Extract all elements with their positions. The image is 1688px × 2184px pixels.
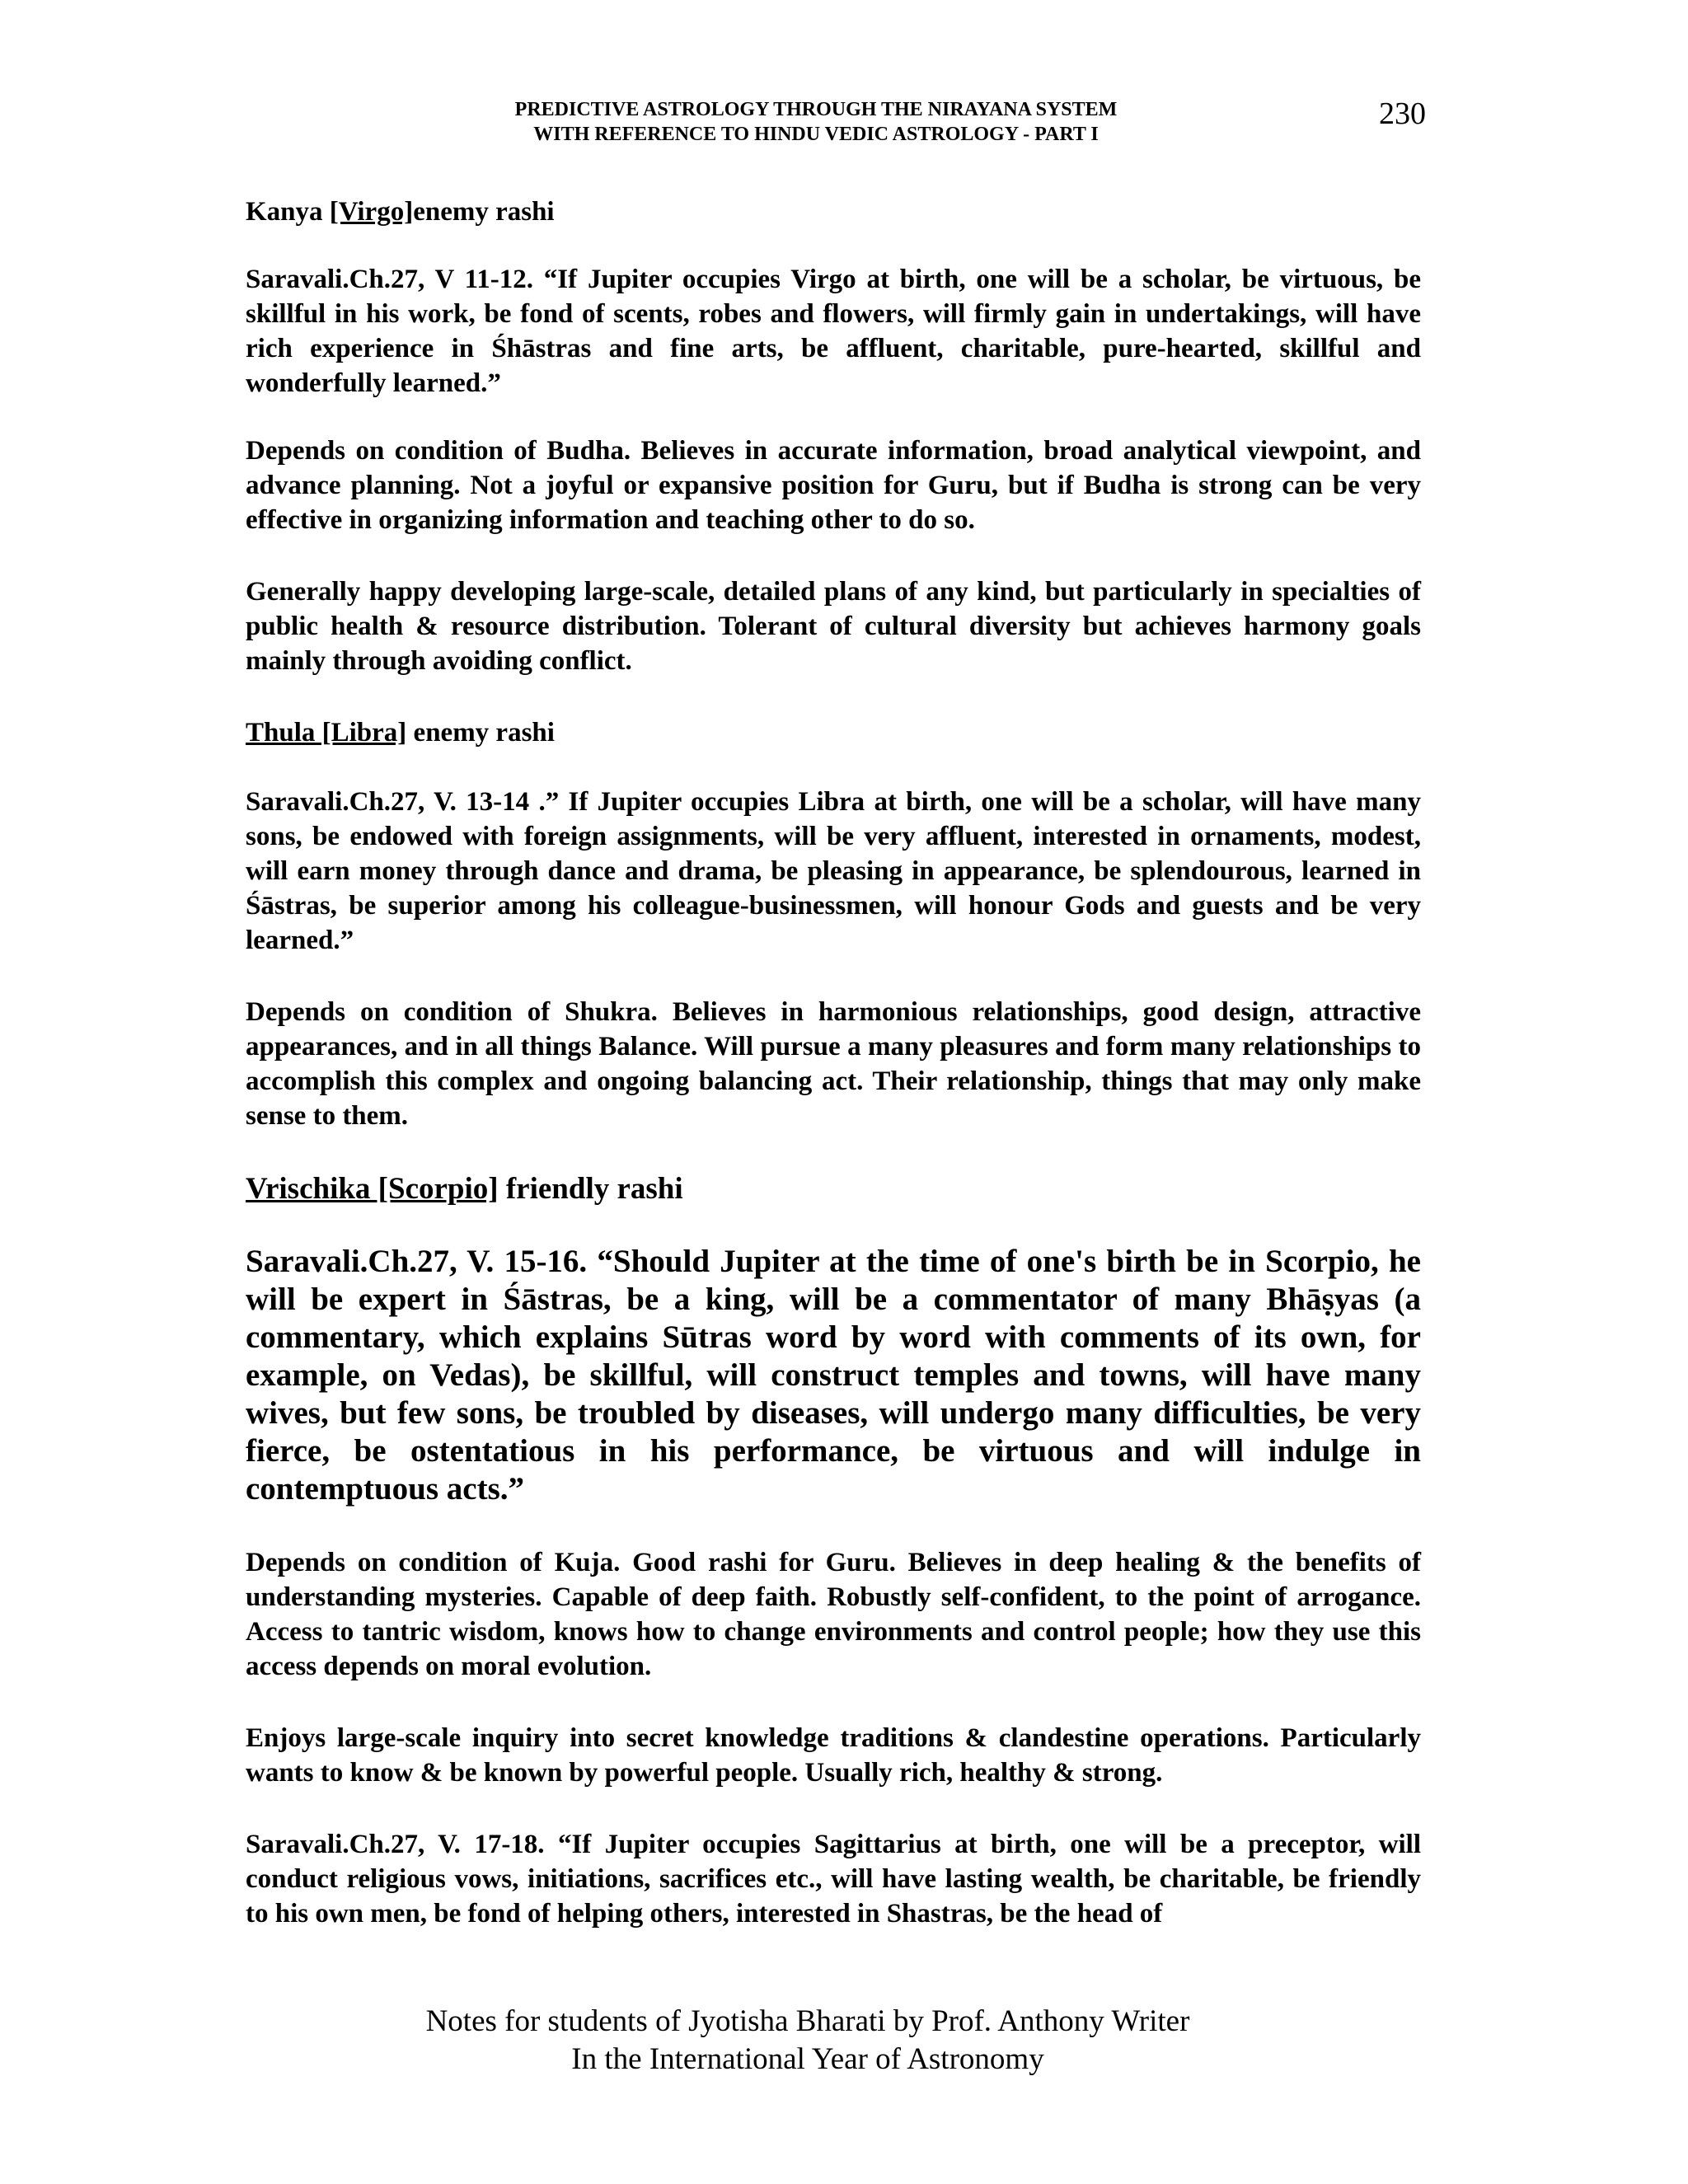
paragraph-kanya-1: Depends on condition of Budha. Believes in accurate information, broad analytical viewpoint, and advance planning. Not a joyful or expansive position for Guru, but if Budha is strong can be very effective in organizing information and teaching other to do so. xyxy=(246,436,1421,535)
header-line-2: WITH REFERENCE TO HINDU VEDIC ASTROLOGY - PART I xyxy=(533,124,1099,145)
footer-line-1: Notes for students of Jyotisha Bharati by Prof. Anthony Writer xyxy=(425,2004,1190,2038)
header-line-1: PREDICTIVE ASTROLOGY THROUGH THE NIRAYANA SYSTEM xyxy=(514,99,1118,120)
section-heading-kanya: Kanya [Virgo]enemy rashi xyxy=(246,197,555,227)
paragraph-vrischika-1: Depends on condition of Kuja. Good rashi for Guru. Believes in deep healing & the benefits of understanding mysteries. Capable of deep faith. Robustly self-confident, to the point of arrogance. Access to tantric wisdom, knows how to change environments and control people; how they use this access depends on moral evolution. xyxy=(246,1548,1421,1681)
section-heading-thula: Thula [Libra] enemy rashi xyxy=(246,718,555,748)
verse-vrischika: Saravali.Ch.27, V. 15-16. “Should Jupiter at the time of one's birth be in Scorpio, he will be expert in Śāstras, be a king, will be a commentator of many Bhāṣyas (a commentary, which explains Sūtras word by word with comments of its own, for example, on Vedas), be skillful, will construct temples and towns, will have many wives, but few sons, be troubled by diseases, will undergo many difficulties, be very fierce, be ostentatious in his performance, be virtuous and will indulge in contemptuous acts.” xyxy=(246,1244,1421,1507)
paragraph-kanya-2: Generally happy developing large-scale, detailed plans of any kind, but particularly in specialties of public health & resource distribution. Tolerant of cultural diversity but achieves harmony goals mainly through avoiding conflict. xyxy=(246,577,1421,676)
heading-underlined-text: [Virgo] xyxy=(329,197,414,227)
heading-underlined-text: Vrischika [Scorpio] xyxy=(246,1172,499,1206)
paragraph-thula-1: Depends on condition of Shukra. Believes in harmonious relationships, good design, attractive appearances, and in all things Balance. Will pursue a many pleasures and form many relationships to accomplish this complex and ongoing balancing act. Their relationship, things that may only make sense to them. xyxy=(246,997,1421,1131)
page-footer xyxy=(313,2003,1302,2079)
verse-dhanu: Saravali.Ch.27, V. 17-18. “If Jupiter occupies Sagittarius at birth, one will be a preceptor, will conduct religious vows, initiations, sacrifices etc., will have lasting wealth, be charitable, be friendly to his own men, be fond of helping others, interested in Shastras, be the head of xyxy=(246,1830,1421,1929)
section-heading-vrischika: Vrischika [Scorpio] friendly rashi xyxy=(246,1172,683,1206)
verse-thula: Saravali.Ch.27, V. 13-14 .” If Jupiter occupies Libra at birth, one will be a scholar, will have many sons, be endowed with foreign assignments, will be very affluent, interested in ornaments, modest, will earn money through dance and drama, be pleasing in appearance, be splendourous, learned in Śāstras, be superior among his colleague-businessmen, will honour Gods and guests and be very learned.” xyxy=(246,787,1421,955)
page-number: 230 xyxy=(1379,96,1426,131)
verse-kanya: Saravali.Ch.27, V 11-12. “If Jupiter occupies Virgo at birth, one will be a scholar, be virtuous, be skillful in his work, be fond of scents, robes and flowers, will firmly gain in undertakings, will have rich experience in Śhāstras and fine arts, be affluent, charitable, pure-hearted, skillful and wonderfully learned.” xyxy=(246,265,1421,398)
footer-line-2: In the International Year of Astronomy xyxy=(571,2042,1044,2076)
paragraph-vrischika-2: Enjoys large-scale inquiry into secret knowledge traditions & clandestine operations. Particularly wants to know & be known by powerful people. Usually rich, healthy & strong. xyxy=(246,1723,1421,1788)
running-header xyxy=(412,97,1220,147)
page-body xyxy=(246,194,1421,1931)
heading-underlined-text: Thula [Libra] xyxy=(246,718,407,748)
